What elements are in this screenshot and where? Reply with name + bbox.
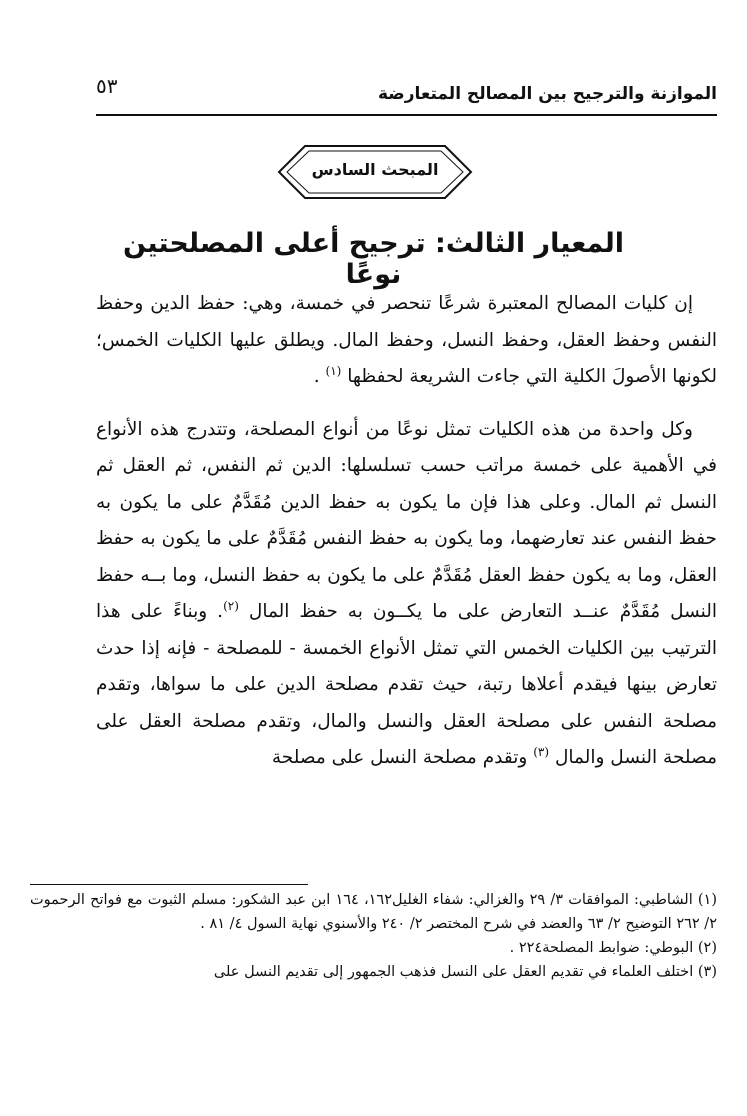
footnote-2: (٢) البوطي: ضوابط المصلحة٢٢٤ . — [509, 940, 717, 956]
running-title: الموازنة والترجيح بين المصالح المتعارضة — [377, 84, 717, 104]
header-rule — [96, 114, 717, 116]
paragraph-1-end: . — [313, 366, 320, 387]
footnote-1: (١) الشاطبي: الموافقات ٣/ ٢٩ والغزالي: شفاء الغليل١٦٢، ١٦٤ ابن عبد الشكور: مسلم الثبوت مع فواتح الرحموت ٢/ ٢٦٢ التوضيح ٢/ ٦٣ والعضد في شرح المختصر ٢/ ٢٤٠ والأسنوي نهاية السول ٤/ ٨١ . — [30, 892, 717, 932]
paragraph-2 — [96, 412, 717, 777]
page-number: ٥٣ — [96, 74, 118, 98]
footnote-ref-3: (٣) — [533, 744, 550, 759]
footnote-separator — [30, 884, 308, 885]
footnote-3: (٣) اختلف العلماء في تقديم العقل على النسل فذهب الجمهور إلى تقديم النسل على — [213, 964, 717, 980]
footnote-ref-2: (٢) — [223, 598, 239, 613]
page-header — [96, 70, 717, 114]
criterion-heading: المعيار الثالث: ترجيح أعلى المصلحتين نوعًا — [123, 228, 624, 290]
paragraph-1 — [96, 286, 717, 396]
paragraph-2-part-3: وتقدم مصلحة النسل على مصلحة — [271, 747, 528, 768]
section-label-frame — [275, 142, 475, 202]
paragraph-2-part-2: . وبناءً على هذا الترتيب بين الكليات الخمس التي تمثل الأنواع الخمسة - للمصلحة - فإنه إذا حدث تعارض بينها فيقدم أعلاها رتبة، حيث تقدم مصلحة الدين على ما سواها، وتقدم مصلحة النفس على مصلحة العقل والنسل والمال، وتقدم مصلحة العقل على مصلحة النسل والمال — [96, 601, 717, 768]
paragraph-2-part-1: وكل واحدة من هذه الكليات تمثل نوعًا من أنواع المصلحة، وتتدرج هذه الأنواع في الأهمية على خمسة مراتب حسب تسلسلها: الدين ثم النفس، ثم العقل ثم النسل ثم المال. وعلى هذا فإن ما يكون به حفظ الدين مُقَدَّمٌ على ما يكون به حفظ النفس عند تعارضهما، وما يكون به حفظ النفس مُقَدَّمٌ على ما يكون به حفظ العقل، وما به يكون حفظ العقل مُقَدَّمٌ على ما يكون به حفظ النسل، وما بــه حفظ النسل مُقَدَّمٌ عنــد التعارض على ما يكــون به حفظ المال — [96, 418, 717, 622]
footnote-ref-1: (١) — [325, 363, 342, 378]
body-text — [96, 286, 717, 777]
paragraph-1-text: إن كليات المصالح المعتبرة شرعًا تنحصر في خمسة، وهي: حفظ الدين وحفظ النفس وحفظ العقل، وحفظ النسل، وحفظ المال. ويطلق عليها الكليات الخمس؛ لكونها الأصولَ الكلية التي جاءت الشريعة لحفظها — [96, 293, 717, 387]
section-label: المبحث السادس — [311, 160, 439, 179]
footnotes — [30, 888, 717, 984]
